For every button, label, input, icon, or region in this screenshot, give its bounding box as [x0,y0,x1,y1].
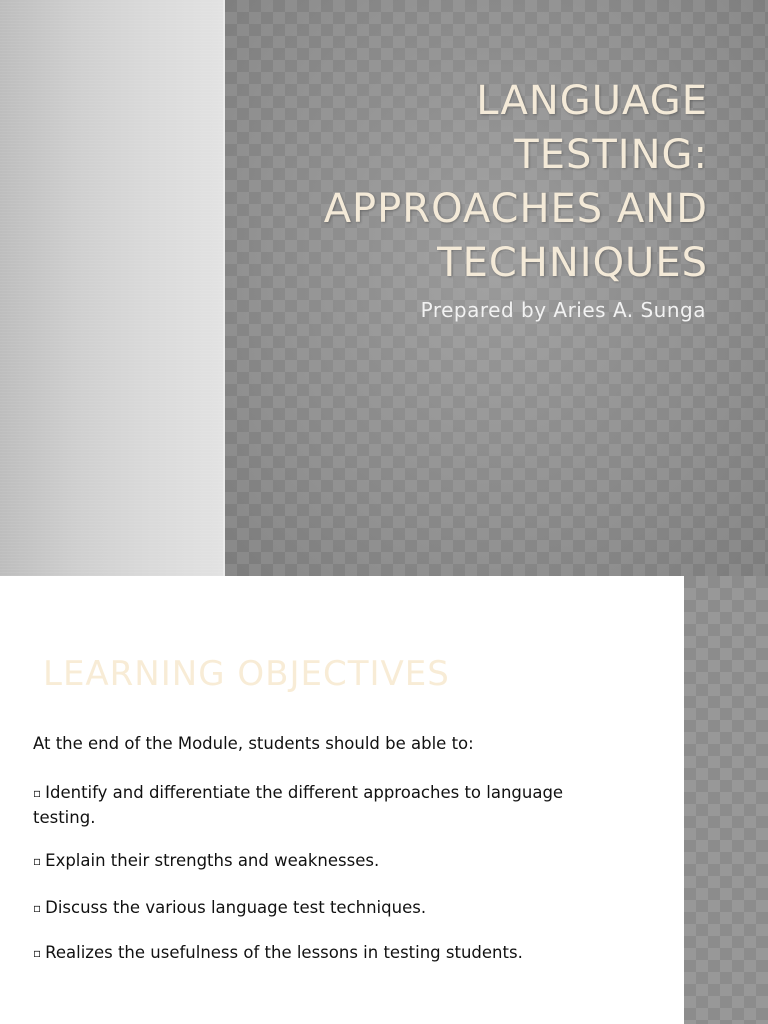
objective-item [33,896,613,921]
objectives-intro: At the end of the Module, students should be able to: [33,734,474,753]
objective-text: Identify and differentiate the different approaches to language testing. [33,783,564,827]
objectives-slide-side-stripe [684,576,768,1024]
slide-title-line: APPROACHES AND [323,186,708,232]
slide-title-line: TECHNIQUES [437,240,708,286]
square-bullet-icon: ▫ [33,786,42,800]
title-slide-left-panel [0,0,223,576]
objective-text: Explain their strengths and weaknesses. [45,851,380,870]
square-bullet-icon: ▫ [33,854,42,868]
objective-item [33,849,613,874]
objective-text: Realizes the usefulness of the lessons in testing students. [45,943,523,962]
objectives-slide [0,576,768,1024]
slide-title [248,74,708,290]
square-bullet-icon: ▫ [33,901,42,915]
objective-item [33,941,613,966]
objective-text: Discuss the various language test techniques. [45,898,427,917]
slide-title-line: TESTING: [514,132,708,178]
square-bullet-icon: ▫ [33,946,42,960]
slide-title-line: LANGUAGE [476,78,708,124]
objectives-heading: LEARNING OBJECTIVES [43,654,450,694]
objective-item [33,781,613,829]
slide-subtitle: Prepared by Aries A. Sunga [420,298,706,322]
